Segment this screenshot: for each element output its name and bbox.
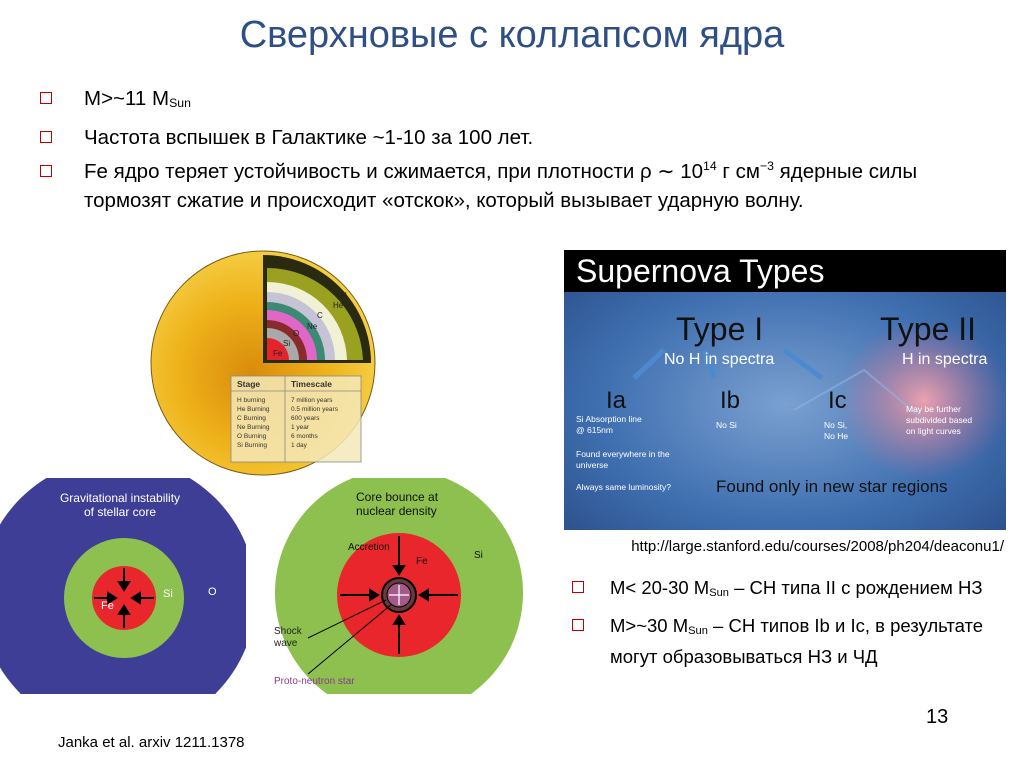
- bullet-square-icon: [40, 131, 52, 143]
- bounce-title-line2: nuclear density: [356, 504, 437, 518]
- label-o: O: [293, 329, 300, 338]
- type-ib-title: Ib: [720, 387, 741, 414]
- table-cell: 600 years: [291, 415, 320, 422]
- source-url: http://large.stanford.edu/courses/2008/ph204/deaconu1/: [631, 538, 1004, 555]
- core-collapse-diagram: [0, 478, 246, 694]
- ia-description: Always same luminosity?: [576, 482, 671, 492]
- label-proto-neutron-star: Proto-neutron star: [274, 676, 355, 687]
- table-header-timescale: Timescale: [291, 379, 332, 389]
- label-c: C: [317, 311, 323, 320]
- type-ii-title: Type II: [880, 311, 977, 347]
- type-i-subtitle: No H in spectra: [664, 351, 775, 368]
- table-header-stage: Stage: [237, 379, 261, 389]
- burning-timescale-table: [231, 376, 361, 462]
- ic-description: No Si,: [824, 420, 848, 430]
- table-cell: Si Burning: [237, 442, 267, 449]
- table-cell: 7 million years: [291, 397, 333, 404]
- bullet-square-icon: [40, 92, 52, 104]
- supernova-header: Supernova Types: [576, 253, 825, 289]
- main-bullet-list: [40, 84, 1000, 220]
- table-cell: 1 day: [291, 442, 307, 449]
- ia-description: Found everywhere in the: [576, 449, 670, 459]
- collapse-title-line2: of stellar core: [83, 505, 157, 519]
- ia-description: Si Absorption line: [576, 414, 642, 424]
- bullet-mass: M>~11 $M_{Sun}$: [40, 84, 1000, 118]
- table-cell: Ne Burning: [237, 424, 270, 431]
- ia-description: universe: [576, 460, 609, 470]
- label-h: H: [341, 291, 347, 300]
- collapse-title-line1: Gravitational instability: [59, 491, 181, 505]
- label-fe: Fe: [416, 556, 428, 567]
- type-ia-title: Ia: [606, 387, 627, 414]
- ib-description: No Si: [716, 420, 737, 430]
- type-ii-description: subdivided based: [906, 415, 973, 425]
- type-ii-description: May be further: [906, 404, 961, 414]
- bullet-core-collapse: Fe ядро теряет устойчивость и сжимается, при плотности ρ ∼ $10^{14}$ г $см^{-3}$ ядерные силы тормозят сжатие и происходит «отскок», который вызывает ударную волну.: [40, 157, 1000, 215]
- ic-description: No He: [824, 431, 849, 441]
- table-cell: 1 year: [291, 424, 310, 431]
- supernova-footer: Found only in new star regions: [716, 477, 948, 496]
- label-si: Si: [163, 588, 173, 600]
- label-si: Si: [283, 339, 291, 348]
- ia-description: @ 615nm: [576, 425, 613, 435]
- bullet-square-icon: [40, 165, 52, 177]
- label-o: O: [208, 586, 217, 598]
- page-number: 13: [926, 706, 949, 728]
- label-fe: Fe: [101, 600, 114, 612]
- core-bounce-diagram: [268, 478, 528, 694]
- type-ic-title: Ic: [828, 387, 847, 414]
- label-ne: Ne: [307, 322, 318, 331]
- table-cell: 0.5 million years: [291, 406, 338, 413]
- label-he: He: [333, 301, 344, 310]
- table-cell: H burning: [237, 397, 266, 404]
- bullet-square-icon: [572, 581, 584, 593]
- onion-star-diagram: [145, 250, 385, 482]
- type-i-title: Type I: [676, 311, 764, 347]
- label-accretion: Accretion: [348, 542, 390, 553]
- table-cell: 6 months: [291, 433, 318, 440]
- bullet-type-ii: M< 20-30 $M_{Sun}$ – СН типа II с рождением НЗ: [572, 575, 1002, 606]
- bullet-square-icon: [572, 619, 584, 631]
- supernova-types-image: [564, 250, 1006, 530]
- table-cell: C Burning: [237, 415, 266, 422]
- bullet-type-ib-ic: M>~30 $M_{Sun}$ – СН типов Ib и Ic, в результате могут образовываться НЗ и ЧД: [572, 613, 1002, 670]
- type-ii-subtitle: H in spectra: [902, 351, 988, 368]
- slide-title: Сверхновые с коллапсом ядра: [239, 14, 785, 56]
- type-ii-description: on light curves: [906, 426, 961, 436]
- citation: Janka et al. arxiv 1211.1378: [58, 734, 245, 751]
- label-si: Si: [474, 550, 483, 561]
- label-wave: wave: [274, 638, 298, 649]
- label-fe: Fe: [273, 349, 283, 358]
- bullet-frequency: Частота вспышек в Галактике ~1-10 за 100 лет.: [40, 123, 1000, 152]
- label-shock: Shock: [274, 626, 302, 637]
- outcome-bullet-list: [572, 575, 1002, 677]
- bounce-title-line1: Core bounce at: [356, 490, 439, 504]
- table-cell: O Burning: [237, 433, 267, 440]
- table-cell: He Burning: [237, 406, 270, 413]
